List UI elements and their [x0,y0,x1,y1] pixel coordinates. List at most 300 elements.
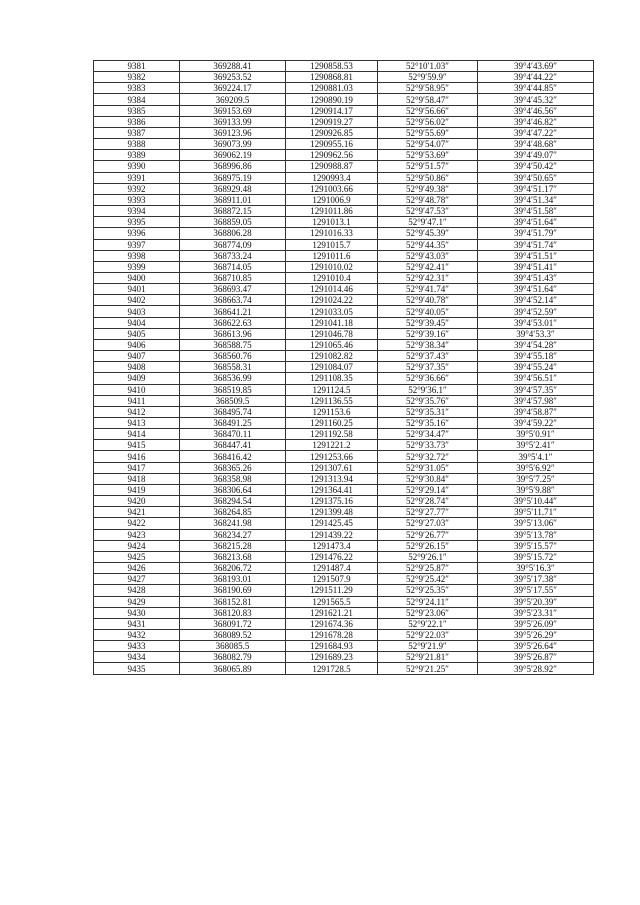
x-coordinate-cell: 368470.11 [180,429,286,440]
point-id-cell: 9407 [94,351,180,362]
x-coordinate-cell: 368491.25 [180,418,286,429]
y-coordinate-cell: 1291003.66 [286,183,378,194]
table-row [94,574,594,585]
longitude-cell: 39°4′56.51″ [478,373,594,384]
longitude-cell: 39°4′51.34″ [478,194,594,205]
table-row [94,272,594,283]
longitude-cell: 39°5′13.78″ [478,529,594,540]
longitude-cell: 39°4′57.98″ [478,395,594,406]
latitude-cell: 52°9′54.07″ [378,139,478,150]
table-row [94,384,594,395]
longitude-cell: 39°5′20.39″ [478,596,594,607]
latitude-cell: 52°9′42.31″ [378,272,478,283]
y-coordinate-cell: 1291010.4 [286,272,378,283]
y-coordinate-cell: 1291015.7 [286,239,378,250]
table-row [94,540,594,551]
point-id-cell: 9422 [94,518,180,529]
longitude-cell: 39°4′55.24″ [478,362,594,373]
point-id-cell: 9409 [94,373,180,384]
longitude-cell: 39°4′55.18″ [478,351,594,362]
x-coordinate-cell: 368872.15 [180,206,286,217]
longitude-cell: 39°5′4.1″ [478,451,594,462]
latitude-cell: 52°9′56.02″ [378,116,478,127]
x-coordinate-cell: 368306.64 [180,484,286,495]
y-coordinate-cell: 1291473.4 [286,540,378,551]
x-coordinate-cell: 368120.83 [180,607,286,618]
table-row [94,161,594,172]
y-coordinate-cell: 1291313.94 [286,473,378,484]
table-row [94,328,594,339]
point-id-cell: 9398 [94,250,180,261]
longitude-cell: 39°4′51.79″ [478,228,594,239]
y-coordinate-cell: 1291674.36 [286,618,378,629]
table-row [94,652,594,663]
x-coordinate-cell: 369062.19 [180,150,286,161]
x-coordinate-cell: 368710.85 [180,272,286,283]
longitude-cell: 39°5′26.64″ [478,641,594,652]
longitude-cell: 39°4′51.64″ [478,217,594,228]
latitude-cell: 52°9′39.45″ [378,317,478,328]
y-coordinate-cell: 1291084.07 [286,362,378,373]
x-coordinate-cell: 368365.26 [180,462,286,473]
y-coordinate-cell: 1291013.1 [286,217,378,228]
x-coordinate-cell: 368416.42 [180,451,286,462]
point-id-cell: 9402 [94,295,180,306]
table-row [94,217,594,228]
latitude-cell: 52°9′28.74″ [378,496,478,507]
latitude-cell: 52°9′25.42″ [378,574,478,585]
table-row [94,507,594,518]
point-id-cell: 9408 [94,362,180,373]
table-row [94,194,594,205]
y-coordinate-cell: 1291476.22 [286,551,378,562]
longitude-cell: 39°4′51.64″ [478,284,594,295]
point-id-cell: 9384 [94,94,180,105]
table-row [94,139,594,150]
point-id-cell: 9393 [94,194,180,205]
x-coordinate-cell: 368190.69 [180,585,286,596]
table-row [94,663,594,674]
longitude-cell: 39°4′59.22″ [478,418,594,429]
latitude-cell: 52°9′24.11″ [378,596,478,607]
point-id-cell: 9430 [94,607,180,618]
y-coordinate-cell: 1291565.5 [286,596,378,607]
point-id-cell: 9405 [94,328,180,339]
point-id-cell: 9428 [94,585,180,596]
point-id-cell: 9417 [94,462,180,473]
latitude-cell: 52°9′26.1″ [378,551,478,562]
point-id-cell: 9388 [94,139,180,150]
y-coordinate-cell: 1290926.85 [286,127,378,138]
latitude-cell: 52°9′34.47″ [378,429,478,440]
x-coordinate-cell: 368509.5 [180,395,286,406]
point-id-cell: 9426 [94,563,180,574]
table-row [94,395,594,406]
latitude-cell: 52°9′25.35″ [378,585,478,596]
y-coordinate-cell: 1290881.03 [286,83,378,94]
longitude-cell: 39°4′51.17″ [478,183,594,194]
table-row [94,206,594,217]
x-coordinate-cell: 368091.72 [180,618,286,629]
point-id-cell: 9432 [94,629,180,640]
latitude-cell: 52°9′53.69″ [378,150,478,161]
longitude-cell: 39°5′9.88″ [478,484,594,495]
x-coordinate-cell: 369288.41 [180,61,286,72]
latitude-cell: 52°9′43.03″ [378,250,478,261]
point-id-cell: 9427 [94,574,180,585]
x-coordinate-cell: 368911.01 [180,194,286,205]
table-row [94,373,594,384]
table-row [94,362,594,373]
y-coordinate-cell: 1291065.46 [286,339,378,350]
x-coordinate-cell: 368358.98 [180,473,286,484]
table-row [94,473,594,484]
latitude-cell: 52°9′56.66″ [378,105,478,116]
y-coordinate-cell: 1290919.27 [286,116,378,127]
point-id-cell: 9401 [94,284,180,295]
point-id-cell: 9410 [94,384,180,395]
y-coordinate-cell: 1291192.58 [286,429,378,440]
table-row [94,529,594,540]
table-row [94,451,594,462]
y-coordinate-cell: 1291684.93 [286,641,378,652]
table-row [94,563,594,574]
longitude-cell: 39°5′15.57″ [478,540,594,551]
longitude-cell: 39°5′6.92″ [478,462,594,473]
table-row [94,351,594,362]
longitude-cell: 39°4′53.3″ [478,328,594,339]
y-coordinate-cell: 1291082.82 [286,351,378,362]
longitude-cell: 39°4′52.59″ [478,306,594,317]
table-row [94,150,594,161]
latitude-cell: 52°9′22.03″ [378,629,478,640]
longitude-cell: 39°4′44.22″ [478,72,594,83]
x-coordinate-cell: 368264.85 [180,507,286,518]
point-id-cell: 9404 [94,317,180,328]
point-id-cell: 9381 [94,61,180,72]
longitude-cell: 39°4′45.32″ [478,94,594,105]
longitude-cell: 39°5′26.09″ [478,618,594,629]
table-row [94,462,594,473]
longitude-cell: 39°4′50.65″ [478,172,594,183]
longitude-cell: 39°4′51.41″ [478,261,594,272]
table-row [94,284,594,295]
x-coordinate-cell: 369153.69 [180,105,286,116]
point-id-cell: 9420 [94,496,180,507]
table-row [94,295,594,306]
longitude-cell: 39°4′43.69″ [478,61,594,72]
longitude-cell: 39°4′58.87″ [478,406,594,417]
point-id-cell: 9397 [94,239,180,250]
y-coordinate-cell: 1291033.05 [286,306,378,317]
longitude-cell: 39°4′52.14″ [478,295,594,306]
latitude-cell: 52°9′21.81″ [378,652,478,663]
x-coordinate-cell: 368519.85 [180,384,286,395]
table-row [94,585,594,596]
y-coordinate-cell: 1291375.16 [286,496,378,507]
latitude-cell: 52°9′48.78″ [378,194,478,205]
point-id-cell: 9390 [94,161,180,172]
y-coordinate-cell: 1291511.29 [286,585,378,596]
point-id-cell: 9389 [94,150,180,161]
y-coordinate-cell: 1290988.87 [286,161,378,172]
point-id-cell: 9385 [94,105,180,116]
point-id-cell: 9387 [94,127,180,138]
latitude-cell: 52°9′29.14″ [378,484,478,495]
x-coordinate-cell: 368622.63 [180,317,286,328]
y-coordinate-cell: 1291221.2 [286,440,378,451]
x-coordinate-cell: 368733.24 [180,250,286,261]
latitude-cell: 52°9′32.72″ [378,451,478,462]
point-id-cell: 9383 [94,83,180,94]
y-coordinate-cell: 1291153.6 [286,406,378,417]
y-coordinate-cell: 1290962.56 [286,150,378,161]
x-coordinate-cell: 368082.79 [180,652,286,663]
latitude-cell: 52°9′47.53″ [378,206,478,217]
point-id-cell: 9406 [94,339,180,350]
latitude-cell: 52°9′25.87″ [378,563,478,574]
x-coordinate-cell: 368206.72 [180,563,286,574]
y-coordinate-cell: 1291364.41 [286,484,378,495]
point-id-cell: 9411 [94,395,180,406]
longitude-cell: 39°5′26.87″ [478,652,594,663]
table-row [94,239,594,250]
x-coordinate-cell: 369253.52 [180,72,286,83]
latitude-cell: 52°9′26.77″ [378,529,478,540]
y-coordinate-cell: 1291621.21 [286,607,378,618]
y-coordinate-cell: 1291024.22 [286,295,378,306]
y-coordinate-cell: 1291124.5 [286,384,378,395]
table-row [94,496,594,507]
table-row [94,116,594,127]
latitude-cell: 52°9′33.73″ [378,440,478,451]
table-row [94,440,594,451]
latitude-cell: 52°9′37.43″ [378,351,478,362]
point-id-cell: 9396 [94,228,180,239]
longitude-cell: 39°4′51.58″ [478,206,594,217]
y-coordinate-cell: 1291136.55 [286,395,378,406]
latitude-cell: 52°9′37.35″ [378,362,478,373]
latitude-cell: 52°9′39.16″ [378,328,478,339]
x-coordinate-cell: 368996.86 [180,161,286,172]
x-coordinate-cell: 368859.05 [180,217,286,228]
point-id-cell: 9424 [94,540,180,551]
longitude-cell: 39°5′11.71″ [478,507,594,518]
x-coordinate-cell: 368560.76 [180,351,286,362]
table-row [94,418,594,429]
x-coordinate-cell: 368213.68 [180,551,286,562]
x-coordinate-cell: 369224.17 [180,83,286,94]
table-row [94,618,594,629]
table-row [94,261,594,272]
latitude-cell: 52°9′42.41″ [378,261,478,272]
y-coordinate-cell: 1291307.61 [286,462,378,473]
longitude-cell: 39°4′46.56″ [478,105,594,116]
latitude-cell: 52°9′51.57″ [378,161,478,172]
point-id-cell: 9413 [94,418,180,429]
longitude-cell: 39°5′0.91″ [478,429,594,440]
y-coordinate-cell: 1291010.02 [286,261,378,272]
y-coordinate-cell: 1291006.9 [286,194,378,205]
longitude-cell: 39°5′10.44″ [478,496,594,507]
latitude-cell: 52°9′50.86″ [378,172,478,183]
point-id-cell: 9394 [94,206,180,217]
y-coordinate-cell: 1290993.4 [286,172,378,183]
point-id-cell: 9418 [94,473,180,484]
table-row [94,183,594,194]
latitude-cell: 52°9′27.03″ [378,518,478,529]
point-id-cell: 9416 [94,451,180,462]
x-coordinate-cell: 368975.19 [180,172,286,183]
latitude-cell: 52°9′21.25″ [378,663,478,674]
coordinate-table-body [94,61,594,675]
x-coordinate-cell: 368806.28 [180,228,286,239]
table-row [94,127,594,138]
longitude-cell: 39°4′49.07″ [478,150,594,161]
longitude-cell: 39°4′51.51″ [478,250,594,261]
y-coordinate-cell: 1291678.28 [286,629,378,640]
longitude-cell: 39°4′50.42″ [478,161,594,172]
x-coordinate-cell: 368588.75 [180,339,286,350]
y-coordinate-cell: 1290890.19 [286,94,378,105]
latitude-cell: 52°9′40.05″ [378,306,478,317]
x-coordinate-cell: 368085.5 [180,641,286,652]
longitude-cell: 39°4′46.82″ [478,116,594,127]
table-row [94,607,594,618]
table-row [94,105,594,116]
y-coordinate-cell: 1291041.18 [286,317,378,328]
x-coordinate-cell: 368774.09 [180,239,286,250]
x-coordinate-cell: 369133.99 [180,116,286,127]
longitude-cell: 39°5′15.72″ [478,551,594,562]
latitude-cell: 52°9′44.35″ [378,239,478,250]
x-coordinate-cell: 368663.74 [180,295,286,306]
point-id-cell: 9399 [94,261,180,272]
x-coordinate-cell: 368193.01 [180,574,286,585]
latitude-cell: 52°9′55.69″ [378,127,478,138]
latitude-cell: 52°9′47.1″ [378,217,478,228]
point-id-cell: 9412 [94,406,180,417]
longitude-cell: 39°5′17.38″ [478,574,594,585]
point-id-cell: 9386 [94,116,180,127]
x-coordinate-cell: 368065.89 [180,663,286,674]
longitude-cell: 39°5′28.92″ [478,663,594,674]
y-coordinate-cell: 1290858.53 [286,61,378,72]
point-id-cell: 9431 [94,618,180,629]
x-coordinate-cell: 368294.54 [180,496,286,507]
table-row [94,518,594,529]
longitude-cell: 39°5′17.55″ [478,585,594,596]
longitude-cell: 39°4′57.35″ [478,384,594,395]
table-row [94,596,594,607]
latitude-cell: 52°9′30.84″ [378,473,478,484]
longitude-cell: 39°4′54.28″ [478,339,594,350]
table-row [94,317,594,328]
point-id-cell: 9435 [94,663,180,674]
y-coordinate-cell: 1291399.48 [286,507,378,518]
longitude-cell: 39°4′48.68″ [478,139,594,150]
table-row [94,551,594,562]
point-id-cell: 9382 [94,72,180,83]
y-coordinate-cell: 1291014.46 [286,284,378,295]
table-row [94,61,594,72]
longitude-cell: 39°4′44.85″ [478,83,594,94]
x-coordinate-cell: 368447.41 [180,440,286,451]
y-coordinate-cell: 1291253.66 [286,451,378,462]
x-coordinate-cell: 369209.5 [180,94,286,105]
x-coordinate-cell: 368613.96 [180,328,286,339]
latitude-cell: 52°9′40.78″ [378,295,478,306]
point-id-cell: 9423 [94,529,180,540]
longitude-cell: 39°5′23.31″ [478,607,594,618]
x-coordinate-cell: 368929.48 [180,183,286,194]
point-id-cell: 9414 [94,429,180,440]
y-coordinate-cell: 1291016.33 [286,228,378,239]
point-id-cell: 9434 [94,652,180,663]
table-row [94,339,594,350]
y-coordinate-cell: 1291046.78 [286,328,378,339]
y-coordinate-cell: 1291728.5 [286,663,378,674]
table-row [94,306,594,317]
longitude-cell: 39°5′7.25″ [478,473,594,484]
latitude-cell: 52°9′35.16″ [378,418,478,429]
latitude-cell: 52°9′36.1″ [378,384,478,395]
point-id-cell: 9391 [94,172,180,183]
latitude-cell: 52°9′31.05″ [378,462,478,473]
table-row [94,83,594,94]
latitude-cell: 52°9′45.39″ [378,228,478,239]
point-id-cell: 9421 [94,507,180,518]
latitude-cell: 52°10′1.03″ [378,61,478,72]
y-coordinate-cell: 1291011.6 [286,250,378,261]
point-id-cell: 9415 [94,440,180,451]
longitude-cell: 39°5′16.3″ [478,563,594,574]
x-coordinate-cell: 369123.96 [180,127,286,138]
point-id-cell: 9400 [94,272,180,283]
longitude-cell: 39°4′53.01″ [478,317,594,328]
point-id-cell: 9403 [94,306,180,317]
y-coordinate-cell: 1291425.45 [286,518,378,529]
y-coordinate-cell: 1291011.86 [286,206,378,217]
x-coordinate-cell: 368536.99 [180,373,286,384]
longitude-cell: 39°5′26.29″ [478,629,594,640]
y-coordinate-cell: 1290868.81 [286,72,378,83]
table-row [94,641,594,652]
y-coordinate-cell: 1291487.4 [286,563,378,574]
table-row [94,429,594,440]
x-coordinate-cell: 368558.31 [180,362,286,373]
y-coordinate-cell: 1291507.9 [286,574,378,585]
longitude-cell: 39°5′2.41″ [478,440,594,451]
table-row [94,228,594,239]
y-coordinate-cell: 1291689.23 [286,652,378,663]
table-row [94,629,594,640]
latitude-cell: 52°9′59.9″ [378,72,478,83]
table-row [94,250,594,261]
table-row [94,406,594,417]
y-coordinate-cell: 1291108.35 [286,373,378,384]
x-coordinate-cell: 368641.21 [180,306,286,317]
x-coordinate-cell: 368241.98 [180,518,286,529]
y-coordinate-cell: 1291439.22 [286,529,378,540]
latitude-cell: 52°9′22.1″ [378,618,478,629]
y-coordinate-cell: 1291160.25 [286,418,378,429]
x-coordinate-cell: 368714.05 [180,261,286,272]
latitude-cell: 52°9′49.38″ [378,183,478,194]
longitude-cell: 39°4′47.22″ [478,127,594,138]
latitude-cell: 52°9′58.47″ [378,94,478,105]
x-coordinate-cell: 368495.74 [180,406,286,417]
